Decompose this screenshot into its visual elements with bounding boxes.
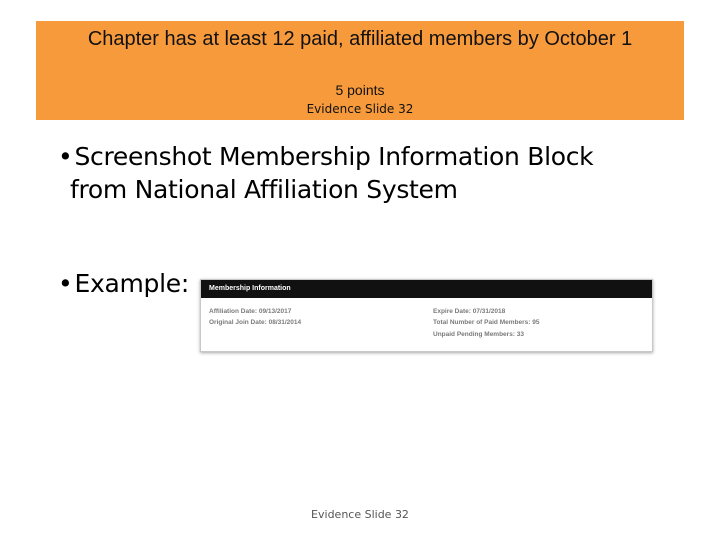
footer-evidence-label: Evidence Slide 32: [311, 508, 409, 521]
total-paid-members: Total Number of Paid Members: 95: [433, 319, 540, 326]
bullet-text-line1: Screenshot Membership Information Block: [74, 142, 594, 171]
bullet-example: [58, 267, 208, 300]
original-join-date: Original Join Date: 08/31/2014: [209, 319, 302, 326]
bullet-screenshot-instruction: [58, 140, 678, 206]
membership-information-screenshot: [200, 279, 653, 352]
membership-information-header: Membership Information: [201, 280, 652, 298]
affiliation-date: Affiliation Date: 09/13/2017: [209, 308, 292, 315]
expire-date: Expire Date: 07/31/2018: [433, 308, 506, 315]
banner-evidence-label: Evidence Slide 32: [306, 102, 414, 116]
bullet-example-text: Example:: [74, 269, 189, 298]
title-banner: [36, 21, 684, 120]
bullet-dot: •: [58, 269, 73, 298]
banner-points: 5 points: [335, 82, 385, 98]
bullet-dot: •: [58, 142, 73, 171]
bullet-text-line2: from National Affiliation System: [70, 175, 458, 204]
unpaid-pending-members: Unpaid Pending Members: 33: [433, 331, 525, 338]
banner-title: Chapter has at least 12 paid, affiliated members by October 1: [87, 28, 633, 50]
